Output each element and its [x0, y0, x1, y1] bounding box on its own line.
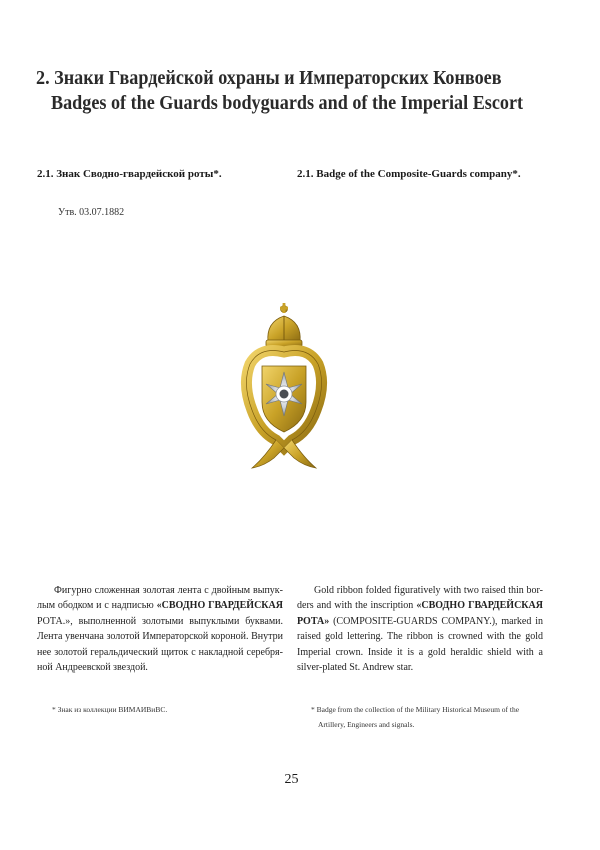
footnote-ru: * Знак из коллекции ВИМАИВиВС.: [52, 705, 168, 714]
description-ru-text: Фигурно сложенная золотая лента с двойным выпук-лым ободком и с надписью: [37, 585, 283, 612]
page-title-en: Badges of the Guards bodyguards and of the Imperial Escort: [51, 93, 524, 114]
section-heading-ru: 2.1. Знак Сводно-гвардейской роты*.: [37, 168, 222, 180]
footnote-en: [311, 702, 541, 732]
description-ru: [37, 583, 283, 675]
page-title-ru: 2. Знаки Гвардейской охраны и Императорских Конвоев: [36, 68, 502, 89]
section-heading-en: 2.1. Badge of the Composite-Guards company*.: [297, 168, 521, 180]
footnote-en-line1: * Badge from the collection of the Military Historical Museum of the: [311, 705, 520, 714]
guards-badge-icon: [238, 298, 330, 476]
page-number: 25: [284, 772, 299, 787]
footnote-en-line2: Artillery, Engineers and signals.: [318, 720, 415, 729]
description-en-text-cont: (COMPOSITE-GUARDS COMPANY.), marked in raised gold lettering. The ribbon is crowned with the gold Imperial crown. Inside it is a gold heraldic shield with a silver-plated St. Andrew star.: [297, 615, 543, 674]
description-en: [297, 583, 543, 675]
crown-icon: [266, 303, 302, 347]
description-ru-text-cont: РОТА.», выполненной золотыми выпуклыми буквами. Лента увенчана золотой Императорской короной. Внутри нее золотой геральдический щиток с накладной серебря-ной Андреевской звездой.: [37, 615, 283, 674]
description-en-inscription: «СВОДНО ГВАРДЕЙСКАЯ РОТА»: [297, 600, 543, 627]
description-ru-inscription: «СВОДНО ГВАРДЕЙСКАЯ: [156, 600, 283, 612]
approval-date: Утв. 03.07.1882: [58, 207, 125, 218]
description-en-text: Gold ribbon folded figuratively with two raised thin bor-ders and with the inscription: [297, 585, 543, 612]
